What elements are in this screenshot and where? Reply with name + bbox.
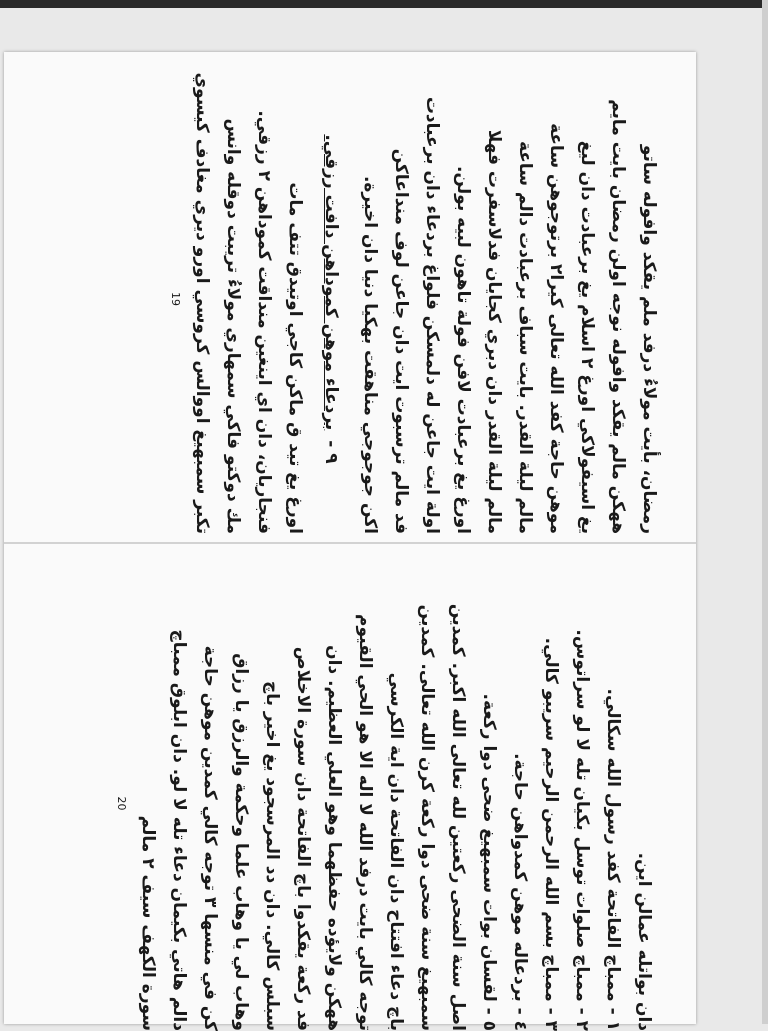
page-20-paragraph [132, 576, 659, 1031]
page-number: 20 [115, 796, 128, 811]
scan-top-edge [0, 0, 768, 8]
text-line: تكبر سمبهيغ اووالس كروسي اورو ديري مغادف كيسوي [192, 72, 212, 534]
page-number: 19 [169, 292, 182, 306]
text-line: سورة الكهف سيف ٢ مالم [138, 815, 158, 1031]
text-line: توجه كالي بايت درفد الله لا اله الا هو الحي القيوم [355, 614, 375, 1031]
text-line: مالم ليلة القدر دان دبري كجايان فدلاسفرت فهلا [484, 129, 504, 534]
text-line: فنجاريان، دان اي اينغين منداقت كموداهن ٢ رزقي. [254, 110, 274, 534]
section-title: بردعاء موهن كموداهن دافت رزقي. [321, 134, 341, 431]
text-line: دان بواتله عمالن اين. [634, 852, 654, 1031]
text-line: باچ دعاء افتتاح دان الفاتحة دان اية الكرسي [386, 672, 406, 1031]
text-line: اكن جوجوجي مناهقت بهكيا دنيا دان اخيرة. [360, 175, 380, 534]
text-line: سبلس كالي. دان دد المرسجود يغ اخير باچ [262, 680, 282, 1031]
text-line: موهن حاجة كفد الله تعالى كيرا٢ برتوجوهن ساعة [546, 123, 566, 534]
text-line: اصل سنة الضحى ركعتين لله تعالى الله اكبر. كمدين [448, 603, 468, 1031]
scan-right-edge [762, 0, 768, 1024]
text-line: مالم ليلة القدر. بايت سباف برعبادت دالم ساعة [515, 140, 535, 534]
text-line: مك دوكتو فاكي سمهاري مولاءُ تريبت دوقله وانس [223, 118, 243, 534]
text-line: ١ - ممباچ الفاتحة كفد رسول الله سكالي. [603, 688, 623, 1031]
text-line: ههكن ولايؤده حفظهما وهو العلي العظيم. دان [324, 645, 344, 1031]
page-19-text-block [14, 64, 664, 534]
section-heading [314, 64, 348, 534]
text-line: اورغ يغ برعبادت لافن فولة تاهون لبيه بولن. [453, 166, 473, 534]
text-line: دالم هاتي بكيمان دعاء تله لا لو. دان ابلوق ممباچ [169, 629, 189, 1031]
page-19-paragraph-2 [186, 64, 310, 534]
text-line: فد مالم ترسبوت ايت دان جاعن لوف منداعاكن [391, 148, 411, 534]
text-line: ههكن مالم يقكد وافوله نوجه اولن رمضان بايت مايم [608, 99, 628, 534]
text-line: فد ركعة يقكدوا باچ الفاتحة دان سورة الاخلاص [293, 646, 313, 1031]
text-line: كن في منسها ٣ توجه كالي كمدين موهن حاجة [200, 645, 220, 1031]
scanned-booklet [4, 52, 696, 1031]
text-line: وهاب لي يا وهاب علما وحكمة والرزق يا رزاق [231, 653, 251, 1031]
text-line: رمضان، بأيت مولاءُ درفد ملم يقكد وافوله ساتو [639, 144, 659, 534]
text-line: ٤ - بردعاله موهن كمدواهن حاجة. [510, 753, 530, 1031]
text-line: اورغ يغ تيد ق ماكن كاجي اوتيدق تتف مات [285, 182, 305, 534]
page-20-text-block [19, 576, 659, 1031]
page-19-paragraph [354, 64, 664, 534]
text-line: سمبهيغ سنة ضحى دوا ركعة كرن الله تعالى. كمدين [417, 604, 437, 1031]
text-line: ٢ - ممباچ صلوات توسل بكيان تله لا لو سراتوس. [572, 629, 592, 1031]
text-line: ٥ - لقسان بوات سمبهيغ ضحى دوا ركعة. [479, 693, 499, 1031]
page-20 [4, 544, 696, 1031]
page-19 [4, 52, 696, 542]
section-number: ٩ - [321, 440, 341, 464]
text-line: يغ اسيفولاكي اورغ ٢ اسلام يغ برعبادت دان ليغ [577, 140, 597, 534]
text-line: ٣ - ممباچ بسم الله الرحمن الرحيم سريبو كالي. [541, 637, 561, 1031]
text-line: اولة ايت جاعن له دلمسكن فلواغ بردعاء دان برعبادت [422, 96, 442, 534]
